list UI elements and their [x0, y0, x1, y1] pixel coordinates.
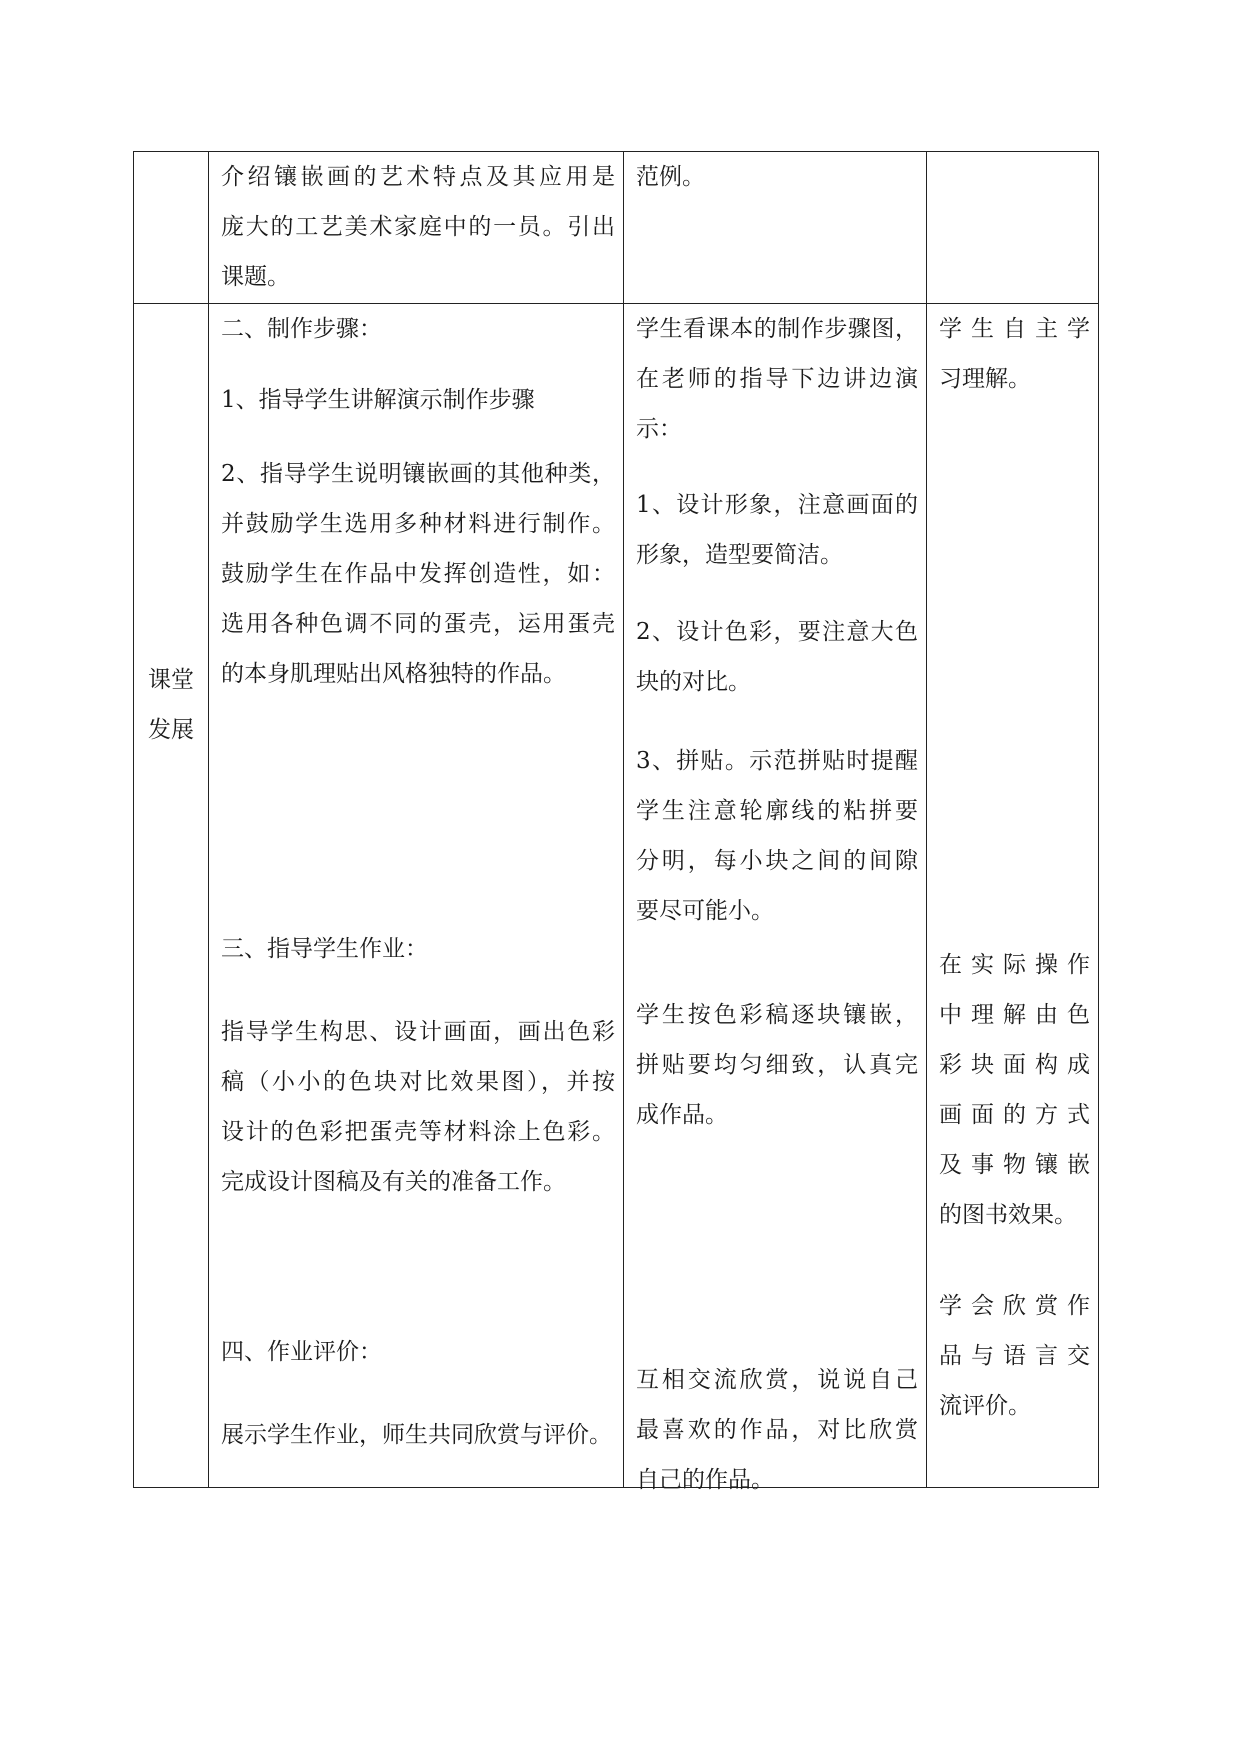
- text-line: 成作品。: [636, 1102, 728, 1128]
- section-label: [134, 655, 208, 755]
- text-line: 在实际操作: [939, 952, 1090, 978]
- text-line: 画面的方式: [939, 1102, 1090, 1128]
- text-line: 及事物镶嵌: [939, 1152, 1090, 1178]
- text-line: 学生看课本的制作步骤图，: [636, 316, 918, 342]
- text-line: 1、设计形象，注意画面的: [636, 492, 918, 518]
- text-line: 2、设计色彩，要注意大色: [636, 619, 918, 645]
- section-label-line: 课堂: [148, 667, 194, 693]
- text-line: 指导学生构思、设计画面，画出色彩: [221, 1019, 615, 1045]
- text-line: 彩块面构成: [939, 1052, 1090, 1078]
- text-line: 品与语言交: [939, 1343, 1090, 1369]
- text-line: 示：: [636, 416, 682, 442]
- lesson-plan-table: [133, 151, 1099, 1493]
- text-line: 自己的作品。: [636, 1467, 774, 1493]
- step2-title: 二、制作步骤：: [221, 316, 382, 342]
- student-activity-cell: [624, 304, 927, 1493]
- text-line: 学生自主学: [939, 316, 1090, 342]
- text-line: 在老师的指导下边讲边演: [636, 366, 918, 392]
- section-label-cell: [134, 304, 209, 1488]
- text-line: 中理解由色: [939, 1002, 1090, 1028]
- text-line: 范例。: [636, 164, 705, 190]
- text-line: 课题。: [221, 264, 290, 290]
- text-line: 的本身肌理贴出风格独特的作品。: [221, 661, 566, 687]
- teacher-activity-cell: [209, 304, 624, 1488]
- text-line: 学会欣赏作: [939, 1293, 1090, 1319]
- text-line: 庞大的工艺美术家庭中的一员。引出: [221, 214, 615, 240]
- section-label-line: 发展: [148, 717, 194, 743]
- row1-teacher-cell: [209, 152, 624, 304]
- text-line: 设计的色彩把蛋壳等材料涂上色彩。: [221, 1119, 615, 1145]
- table-row: [134, 152, 1099, 304]
- text-line: 完成设计图稿及有关的准备工作。: [221, 1169, 566, 1195]
- row1-label-cell: [134, 152, 209, 304]
- row1-student-cell: [624, 152, 927, 304]
- text-line: 互相交流欣赏，说说自己: [636, 1367, 918, 1393]
- text-line: 习理解。: [939, 366, 1031, 392]
- text-line: 分明，每小块之间的间隙: [636, 848, 918, 874]
- text-line: 选用各种色调不同的蛋壳，运用蛋壳: [221, 611, 615, 637]
- text-line: 最喜欢的作品，对比欣赏: [636, 1417, 918, 1443]
- table-row: [134, 304, 1099, 1488]
- text-line: 流评价。: [939, 1393, 1031, 1419]
- text-line: 的图书效果。: [939, 1202, 1077, 1228]
- text-line: 学生注意轮廓线的粘拼要: [636, 798, 918, 824]
- step4-body: 展示学生作业，师生共同欣赏与评价。: [221, 1422, 612, 1448]
- text-line: 3、拼贴。示范拼贴时提醒: [636, 748, 918, 774]
- text-line: 并鼓励学生选用多种材料进行制作。: [221, 511, 615, 537]
- text-line: 块的对比。: [636, 669, 751, 695]
- text-line: 拼贴要均匀细致，认真完: [636, 1052, 918, 1078]
- step4-title: 四、作业评价：: [221, 1339, 382, 1365]
- design-intent-cell: [927, 304, 1099, 1488]
- row1-intent-cell: [927, 152, 1099, 304]
- step3-title: 三、指导学生作业：: [221, 936, 428, 962]
- text-line: 介绍镶嵌画的艺术特点及其应用是: [221, 164, 615, 190]
- text-line: 2、指导学生说明镶嵌画的其他种类，: [221, 461, 615, 487]
- text-line: 学生按色彩稿逐块镶嵌，: [636, 1002, 918, 1028]
- text-line: 稿（小小的色块对比效果图），并按: [221, 1069, 615, 1095]
- text-line: 形象，造型要简洁。: [636, 542, 843, 568]
- text-line: 鼓励学生在作品中发挥创造性，如：: [221, 561, 615, 587]
- step2-item1: 1、指导学生讲解演示制作步骤: [221, 387, 535, 413]
- text-line: 要尽可能小。: [636, 898, 774, 924]
